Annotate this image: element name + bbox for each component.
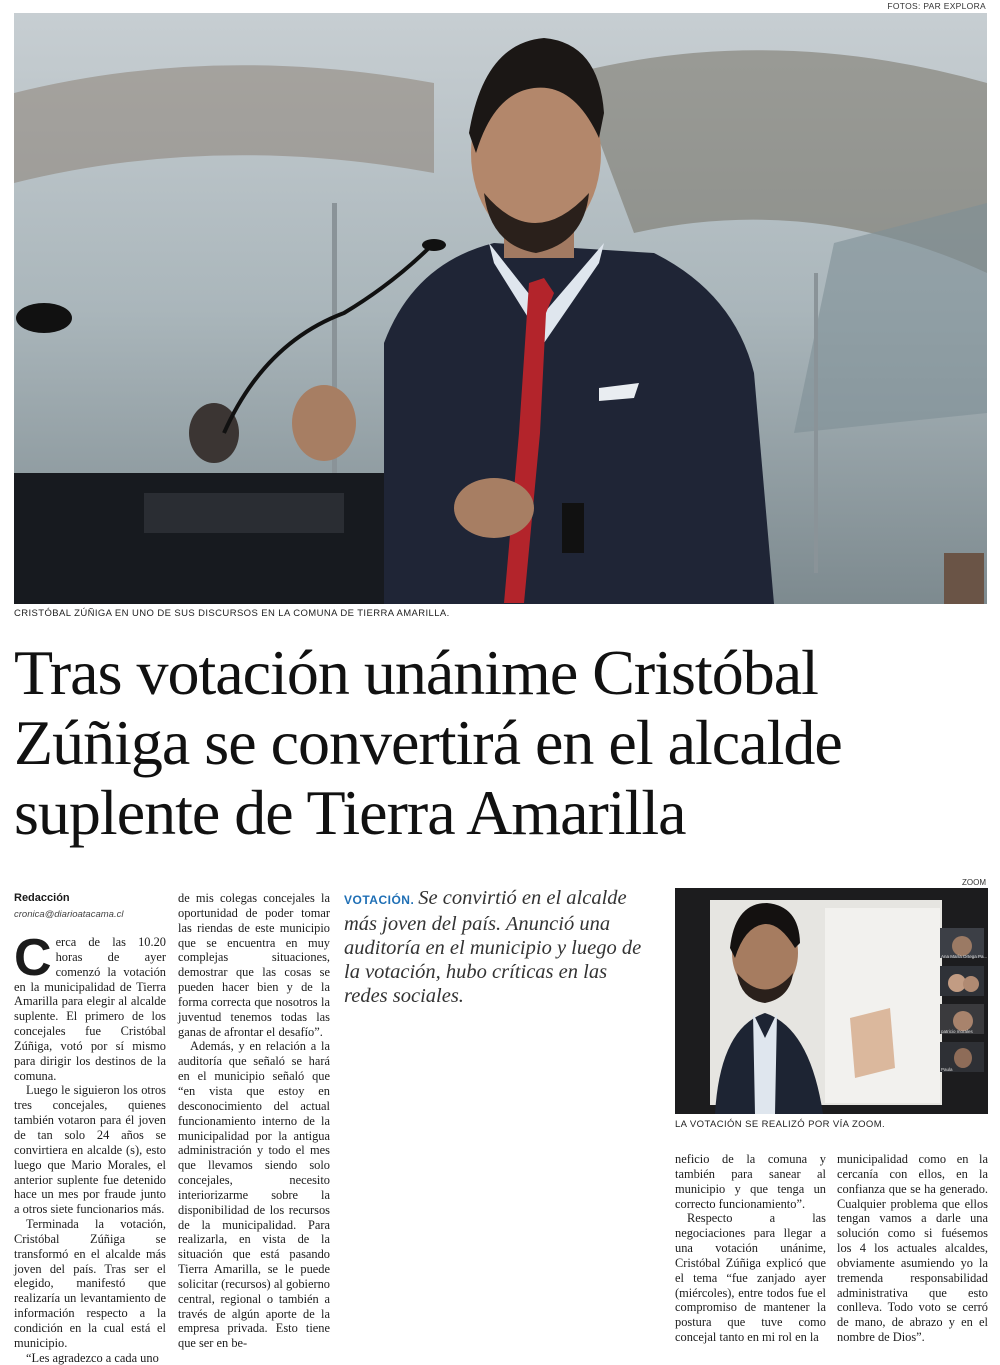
paragraph: Además, y en relación a la auditoría que señaló se hará en el municipio señaló que “en vista que estoy en desconocimiento del actual funcionamiento interno de la municipalidad por la antigua administración y todo el mes que llevamos siendo solo concejales, necesito interiorizarme sobre la disponibilidad de los recursos de la municipalidad. Para realizarla, en vista de la situación que está pasando Tierra Amarilla, se le puede solicitar (recursos) al gobierno central, regional o también a través de algún aporte de la empresa privada. Esto tiene que ser en be-: [178, 1039, 330, 1351]
zoom-participant-name: patricio morales: [941, 1029, 973, 1034]
main-photo: [14, 13, 987, 604]
paragraph: Terminada la votación, Cristóbal Zúñiga se transformó en el alcalde más joven del país. Tras ser el elegido, manifestó que realizaría un levantamiento de información respecto a la condición en la cual está el municipio.: [14, 1217, 166, 1350]
author-email[interactable]: cronica@diarioatacama.cl: [14, 909, 124, 920]
byline: Redacción: [14, 892, 70, 904]
paragraph: Respecto a las negociaciones para llegar a una votación unánime, Cristóbal Zúñiga explicó que el tema “fue zanjado ayer (miércoles), entre todos fue el compromiso de mantener la postura que tuve como concejal tanto en mi rol en la: [675, 1211, 826, 1345]
article-column-3: [675, 1152, 826, 1345]
paragraph: municipalidad como en la cercanía con ellos, en la confianza que se ha generado. Cualquier problema que ellos tengan vamos a darle una solución como si fuésemos los 4 los actuales alcaldes, obviamente asumiendo yo la tremenda responsabilidad administrativa que esto conlleva. Todo voto se cerró de mano, de abrazo y en el nombre de Dios”.: [837, 1152, 988, 1345]
paragraph: neficio de la comuna y también para sanear al municipio y que tenga un correcto funcionamiento”.: [675, 1152, 826, 1211]
callout-tag: VOTACIÓN.: [344, 893, 415, 907]
drop-cap: C: [14, 929, 52, 987]
headline-line: suplente de Tierra Amarilla: [14, 777, 686, 848]
headline: [14, 638, 984, 848]
zoom-caption: LA VOTACIÓN SE REALIZÓ POR VÍA ZOOM.: [675, 1119, 886, 1130]
paragraph: Luego le siguieron los otros tres concejales, quienes también votaron para él joven de tan solo 24 años se convirtiera en alcalde (s), esto luego que Mario Morales, el anterior suplente fue detenido hace un mes por fraude junto a otros siete funcionarios más.: [14, 1083, 166, 1217]
photo-caption: CRISTÓBAL ZÚÑIGA EN UNO DE SUS DISCURSOS EN LA COMUNA DE TIERRA AMARILLA.: [14, 608, 450, 619]
article-column-2: [178, 891, 330, 1351]
headline-line: Tras votación unánime Cristóbal: [14, 637, 818, 708]
article-column-4: [837, 1152, 988, 1345]
paragraph: erca de las 10.20 horas de ayer comenzó la votación en la municipalidad de Tierra Amarilla para elegir al alcalde suplente. El primero de los concejales fue Cristóbal Zúñiga, votó por sí mismo para dirigir los destinos de la comuna.: [14, 935, 166, 1083]
photo-credit: FOTOS: PAR EXPLORA: [887, 1, 986, 11]
pull-quote: [344, 886, 654, 1008]
zoom-participant-name: Paula: [941, 1067, 953, 1072]
paragraph: de mis colegas concejales la oportunidad de poder tomar las riendas de este municipio que se encuentra en muy complejas situaciones, demostrar que las cosas se pueden hacer bien y de la forma correcta que nosotros la juventud tenemos todas las ganas de afrontar el desafío”.: [178, 891, 330, 1039]
paragraph: “Les agradezco a cada uno: [26, 1350, 159, 1365]
headline-line: Zúñiga se convertirá en el alcalde: [14, 707, 842, 778]
zoom-screenshot: [675, 888, 988, 1114]
zoom-participant-name: Ana María Ortega Pa...: [941, 954, 988, 959]
zoom-photo-credit: ZOOM: [962, 878, 986, 887]
article-column-1: [14, 929, 166, 1365]
callout-text: Se convirtió en el alcalde más joven del país. Anunció una auditoría en el municipio y luego de la votación, hubo críticas en las redes sociales.: [344, 887, 642, 1007]
